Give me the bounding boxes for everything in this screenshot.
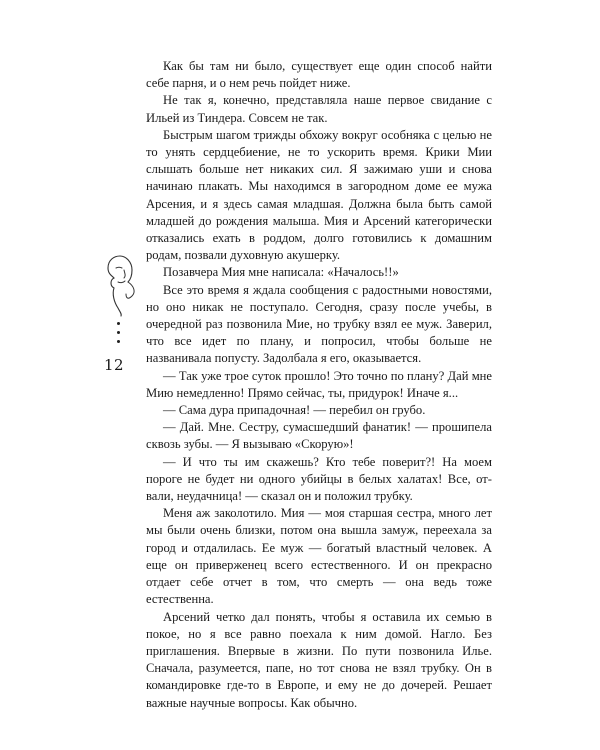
face-sketch-ornament xyxy=(96,250,142,318)
paragraph: Меня аж заколотило. Мия — моя старшая сестра, много лет мы были очень близки, потом она вышла замуж, переехала за город и отдалилась. Ее муж — богатый властный человек. А еще он приверженец всего естественного. И он прекрасно отдает себе отчет в том, что смерть — она ведь тоже естественна. xyxy=(146,506,492,607)
paragraph: Как бы там ни было, существует еще один способ найти себе парня, и о нем речь пойдет ниже. xyxy=(146,59,492,91)
dialogue-line: — Дай. Мне. Сестру, сумасшедший фанатик! — прошипела сквозь зубы. — Я вызываю «Скорую»! xyxy=(146,420,492,452)
paragraph: Все это время я ждала сообщения с радостными новостями, но оно никак не поступало. Сегодня, сразу после учебы, в очередной раз позвонила Мие, но трубку взял ее муж. Заверил, что все идет по плану, и попросил, чтобы больше не названивала попусту. Задолбала я его, оказывается. xyxy=(146,282,492,366)
paragraph: Позавчера Мия мне написала: «Началось!!» xyxy=(163,265,399,280)
paragraph: Не так я, конечно, представляла наше первое свидание с Ильей из Тиндера. Совсем не так. xyxy=(146,93,492,125)
divider-dot xyxy=(117,322,120,325)
dialogue-line: — И что ты им скажешь? Кто тебе поверит?! На моем пороге не будет ни одного убийцы в белых халатах! Все, отвали, неудачница! — сказал он и положил трубку. xyxy=(146,454,492,504)
body-text xyxy=(146,58,492,712)
paragraph: Арсений четко дал понять, чтобы я оставила их семью в покое, но я все равно поехала к ним домой. Нагло. Без приглашения. Впервые в жизни. По пути позвонила Илье. Сначала, разумеется, папе, но тот снова не взял трубку. Он в командировке где-то в Европе, и ему не до дочерей. Решает важные научные вопросы. Как обычно. xyxy=(146,609,492,710)
page-divider-dots xyxy=(114,322,122,349)
dialogue-line: — Сама дура припадочная! — перебил он грубо. xyxy=(163,403,426,418)
dialogue-line: — Так уже трое суток прошло! Это точно по плану? Дай мне Мию немедленно! Прямо сейчас, ты, придурок! Иначе я... xyxy=(146,368,492,400)
divider-dot xyxy=(117,340,120,343)
paragraph: Быстрым шагом трижды обхожу вокруг особняка с целью не то унять сердцебиение, не то ускорить время. Крики Мии слышать больше нет никаких сил. Я зажимаю уши и снова начинаю плакать. Мы находимся в загородном доме ее мужа Арсения, и я здесь самая младшая. Должна была быть самой младшей до рождения малыша. Мия и Арсений категорически отказались ехать в роддом, долго готовились к домашним родам, позвали духовную акушерку. xyxy=(146,127,492,263)
divider-dot xyxy=(117,331,120,334)
page-number: 12 xyxy=(104,356,125,374)
